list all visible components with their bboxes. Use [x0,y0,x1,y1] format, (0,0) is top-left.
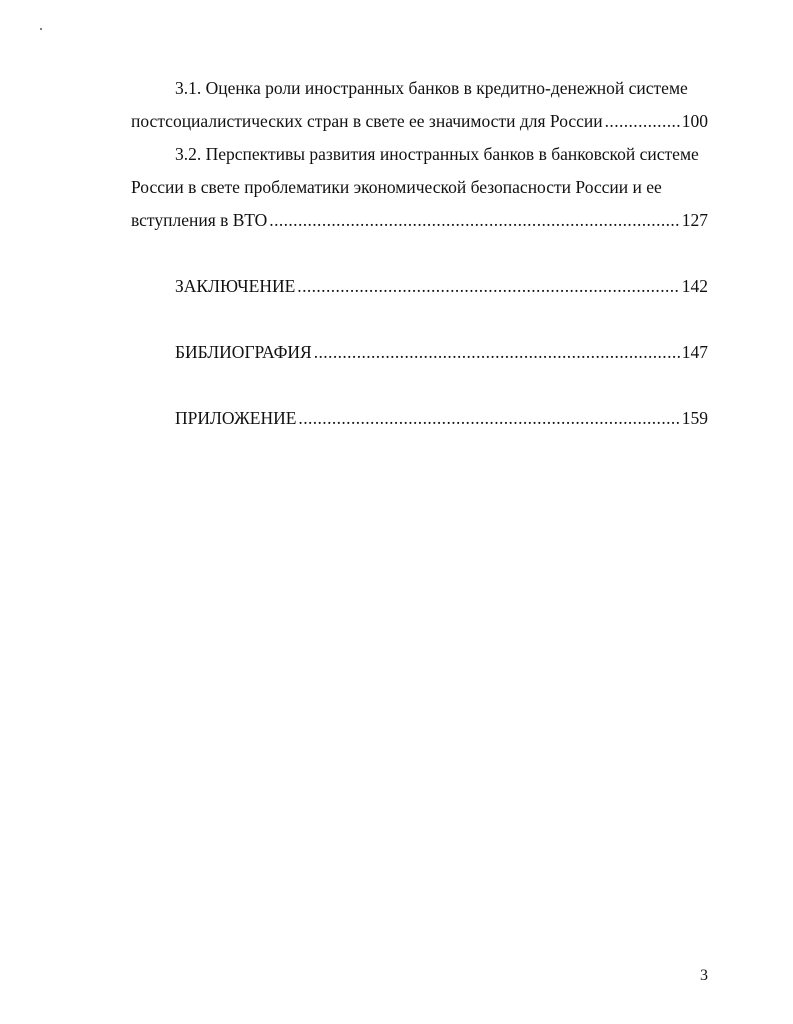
toc-bibliography-label: БИБЛИОГРАФИЯ [175,342,312,362]
toc-entry-3-1-line2 [131,107,708,135]
toc-entry-3-2-title-line2: России в свете проблематики экономической безопасности России и ее [131,177,662,197]
toc-entry-3-2-title-line1: 3.2. Перспективы развития иностранных банков в банковской системе [175,144,699,164]
toc-entry-3-1-line1 [175,74,708,102]
dot-leader [297,272,679,300]
toc-entry-3-2-title-line3: вступления в ВТО [131,210,268,230]
toc-entry-3-1-page: 100 [681,111,708,131]
toc-entry-3-1-title-line1: 3.1. Оценка роли иностранных банков в кредитно-денежной системе [175,78,688,98]
toc-conclusion-label: ЗАКЛЮЧЕНИЕ [175,276,296,296]
toc-entry-conclusion [175,272,708,300]
toc-entry-3-2-line2 [131,173,708,201]
dot-leader [269,206,679,234]
toc-entry-3-1-title-line2: постсоциалистических стран в свете ее значимости для России [131,111,603,131]
toc-entry-appendix [175,404,708,432]
toc-entry-3-2-line1 [175,140,708,168]
scan-speck [40,28,42,30]
dot-leader [298,404,679,432]
toc-appendix-page: 159 [681,408,708,428]
toc-entry-3-2-line3 [131,206,708,234]
dot-leader [605,107,680,135]
toc-entry-3-2-page: 127 [681,210,708,230]
toc-bibliography-page: 147 [681,342,708,362]
page-number: 3 [700,967,708,984]
dot-leader [314,338,680,366]
toc-appendix-label: ПРИЛОЖЕНИЕ [175,408,297,428]
toc-entry-bibliography [175,338,708,366]
toc-conclusion-page: 142 [681,276,708,296]
